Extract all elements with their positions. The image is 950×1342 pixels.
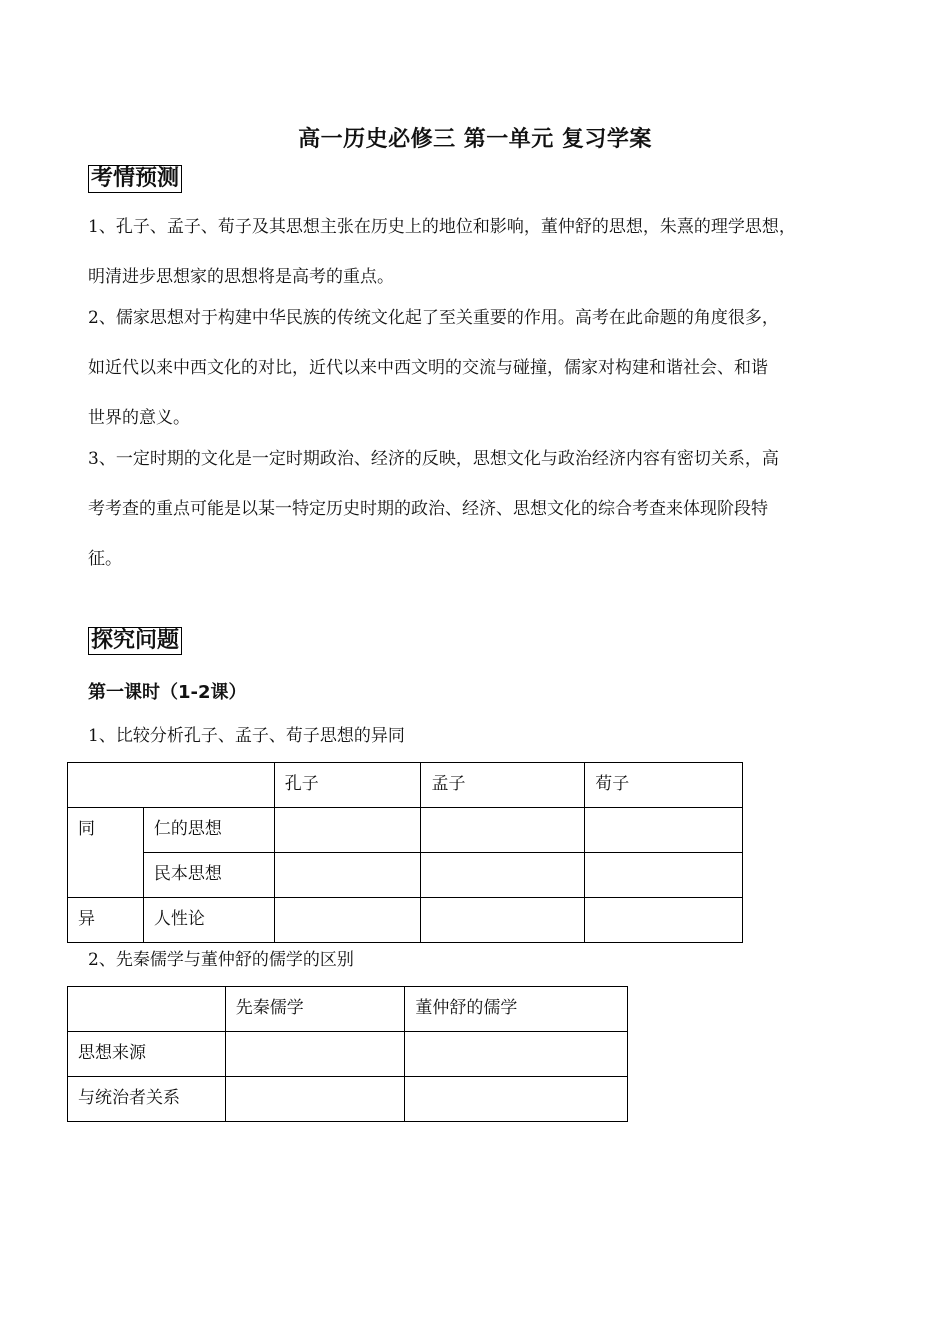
lesson-heading: 第一课时（1-2课）	[88, 682, 247, 703]
answer-cell[interactable]	[585, 853, 743, 898]
answer-cell[interactable]	[421, 898, 585, 943]
header-cell: 董仲舒的儒学	[405, 987, 628, 1032]
empty-header-cell	[68, 987, 226, 1032]
header-cell: 孔子	[274, 763, 421, 808]
table-row	[68, 1032, 628, 1077]
question-2: 2、先秦儒学与董仲舒的儒学的区别	[88, 950, 354, 970]
answer-cell[interactable]	[405, 1032, 628, 1077]
forecast-item-3	[88, 445, 888, 595]
table-row	[68, 898, 743, 943]
row-label: 与统治者关系	[68, 1077, 226, 1122]
table-row	[68, 808, 743, 853]
text-line: 明清进步思想家的思想将是高考的重点。	[88, 267, 394, 287]
text-line: 3、一定时期的文化是一定时期政治、经济的反映，思想文化与政治经济内容有密切关系，高	[88, 449, 779, 469]
header-cell: 先秦儒学	[225, 987, 405, 1032]
answer-cell[interactable]	[274, 853, 421, 898]
forecast-item-2	[88, 304, 888, 454]
page-title: 高一历史必修三 第一单元 复习学案	[298, 127, 652, 152]
question-1: 1、比较分析孔子、孟子、荀子思想的异同	[88, 726, 405, 746]
table-row	[68, 1077, 628, 1122]
answer-cell[interactable]	[225, 1077, 405, 1122]
answer-cell[interactable]	[421, 853, 585, 898]
table-header-row	[68, 987, 628, 1032]
row-label: 思想来源	[68, 1032, 226, 1077]
text-line: 如近代以来中西文化的对比，近代以来中西文明的交流与碰撞，儒家对构建和谐社会、和谐	[88, 358, 768, 378]
table-row	[68, 853, 743, 898]
text-line: 征。	[88, 549, 122, 569]
answer-cell[interactable]	[405, 1077, 628, 1122]
row-label: 仁的思想	[143, 808, 274, 853]
text-line: 1、孔子、孟子、荀子及其思想主张在历史上的地位和影响，董仲舒的思想，朱熹的理学思想，	[88, 217, 796, 237]
comparison-table-thinkers	[67, 762, 743, 943]
section-heading-inquiry: 探究问题	[88, 627, 182, 655]
answer-cell[interactable]	[274, 898, 421, 943]
answer-cell[interactable]	[421, 808, 585, 853]
group-label-same: 同	[68, 808, 144, 898]
answer-cell[interactable]	[585, 898, 743, 943]
empty-header-cell	[68, 763, 275, 808]
row-label: 民本思想	[143, 853, 274, 898]
header-cell: 孟子	[421, 763, 585, 808]
text-line: 2、儒家思想对于构建中华民族的传统文化起了至关重要的作用。高考在此命题的角度很多，	[88, 308, 779, 328]
table-header-row	[68, 763, 743, 808]
answer-cell[interactable]	[225, 1032, 405, 1077]
comparison-table-confucianism	[67, 986, 628, 1122]
answer-cell[interactable]	[274, 808, 421, 853]
forecast-item-1	[88, 213, 888, 313]
text-line: 考考查的重点可能是以某一特定历史时期的政治、经济、思想文化的综合考查来体现阶段特	[88, 499, 768, 519]
row-label: 人性论	[143, 898, 274, 943]
group-label-diff: 异	[68, 898, 144, 943]
header-cell: 荀子	[585, 763, 743, 808]
answer-cell[interactable]	[585, 808, 743, 853]
section-heading-forecast: 考情预测	[88, 165, 182, 193]
text-line: 世界的意义。	[88, 408, 190, 428]
